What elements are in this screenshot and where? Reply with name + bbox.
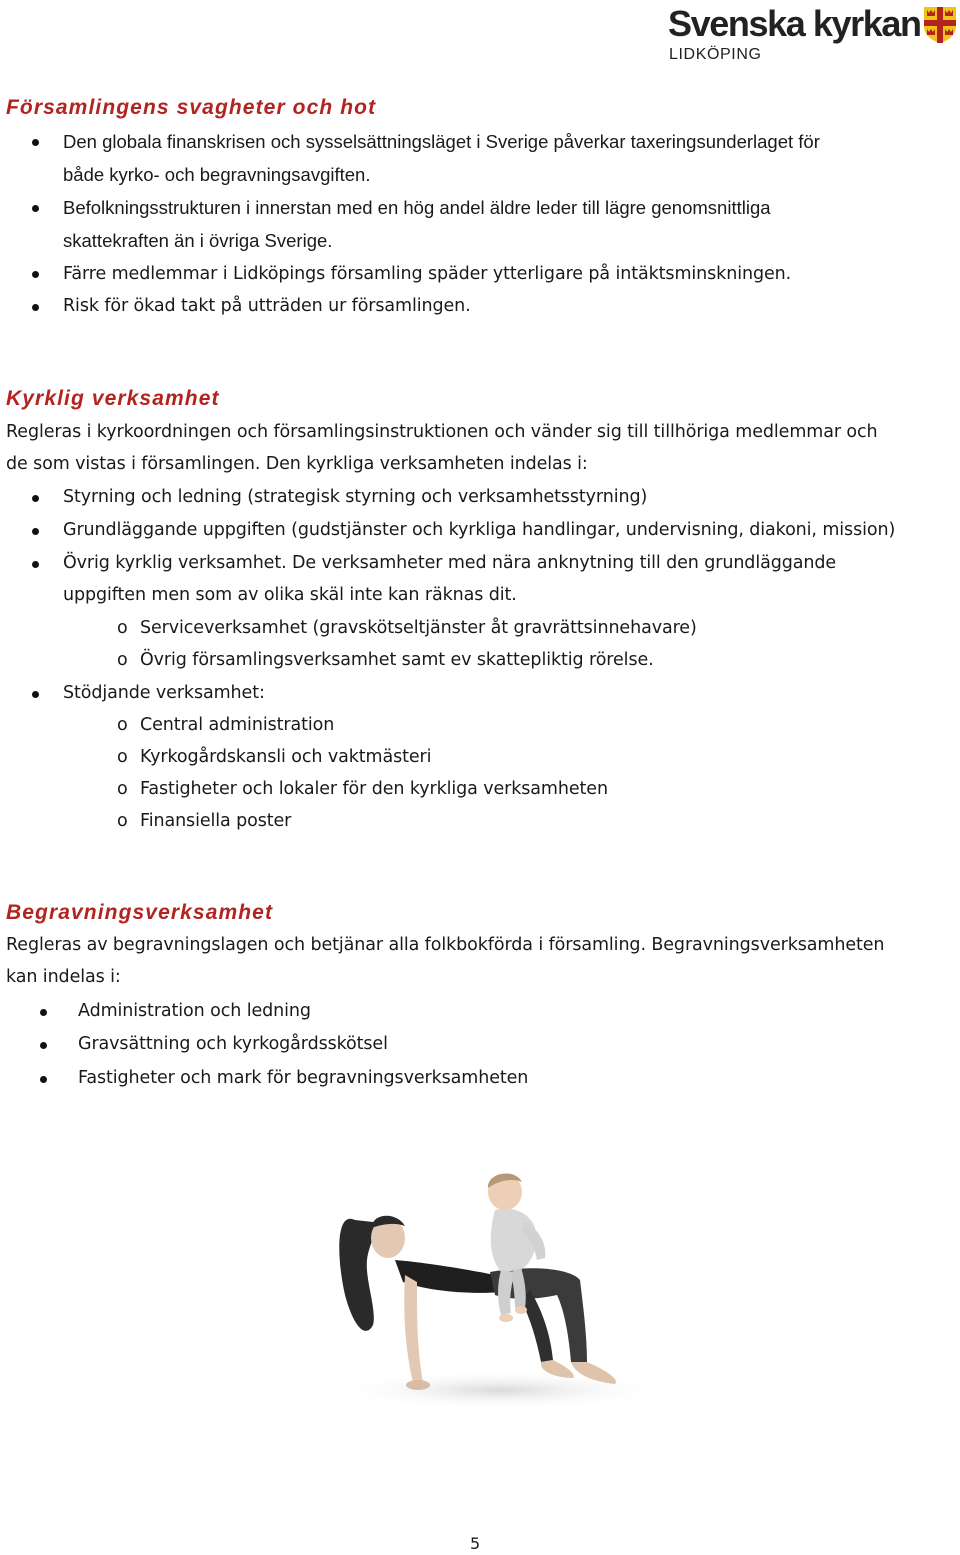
- brand-logo: [668, 2, 958, 72]
- bullet-icon: [40, 1009, 47, 1016]
- list-item-text: Risk för ökad takt på utträden ur församlingen.: [63, 296, 471, 316]
- circle-bullet-icon: o: [117, 650, 128, 670]
- sub-list-item-text: Central administration: [140, 715, 335, 735]
- section-heading-church-activity: Kyrklig verksamhet: [6, 387, 220, 410]
- bullet-icon: [32, 691, 39, 698]
- paragraph-line: kan indelas i:: [6, 967, 121, 987]
- church-crest-icon: [923, 6, 957, 44]
- sub-list-item-text: Serviceverksamhet (gravskötseltjänster åt gravrättsinnehavare): [140, 618, 697, 638]
- bullet-icon: [32, 528, 39, 535]
- paragraph-line: Regleras i kyrkoordningen och församlingsinstruktionen och vänder sig till tillhöriga medlemmar och: [6, 422, 878, 442]
- sub-list-item-text: Övrig församlingsverksamhet samt ev skattepliktig rörelse.: [140, 650, 654, 670]
- list-item-text: Styrning och ledning (strategisk styrning och verksamhetsstyrning): [63, 487, 648, 507]
- circle-bullet-icon: o: [117, 715, 128, 735]
- section-heading-weaknesses: Församlingens svagheter och hot: [6, 96, 377, 119]
- list-item-text: Administration och ledning: [78, 1001, 311, 1021]
- list-item-text: Stödjande verksamhet:: [63, 683, 265, 703]
- list-item-text: Fastigheter och mark för begravningsverksamheten: [78, 1068, 529, 1088]
- bullet-icon: [32, 304, 39, 311]
- section-heading-burial: Begravningsverksamhet: [6, 901, 274, 924]
- sub-list-item-text: Kyrkogårdskansli och vaktmästeri: [140, 747, 432, 767]
- paragraph-line: Regleras av begravningslagen och betjänar alla folkbokförda i församling. Begravningsverksamheten: [6, 935, 885, 955]
- paragraph-line: de som vistas i församlingen. Den kyrkliga verksamheten indelas i:: [6, 454, 588, 474]
- circle-bullet-icon: o: [117, 747, 128, 767]
- brand-subtitle: LIDKÖPING: [669, 46, 762, 63]
- list-item-text: Grundläggande uppgiften (gudstjänster och kyrkliga handlingar, undervisning, diakoni, mission): [63, 520, 896, 540]
- sub-list-item-text: Fastigheter och lokaler för den kyrkliga verksamheten: [140, 779, 608, 799]
- list-item-text: uppgiften men som av olika skäl inte kan räknas dit.: [63, 585, 517, 605]
- bullet-icon: [40, 1042, 47, 1049]
- list-item-text: Gravsättning och kyrkogårdsskötsel: [78, 1034, 388, 1054]
- list-item-text: Den globala finanskrisen och sysselsättningsläget i Sverige påverkar taxeringsunderlaget för: [63, 131, 820, 152]
- brand-name: Svenska kyrkan: [668, 3, 921, 44]
- bullet-icon: [32, 495, 39, 502]
- circle-bullet-icon: o: [117, 811, 128, 831]
- burial-intro: [6, 929, 951, 993]
- list-item-text: både kyrko- och begravningsavgiften.: [63, 164, 371, 185]
- circle-bullet-icon: o: [117, 779, 128, 799]
- bullet-icon: [32, 205, 39, 212]
- list-item-text: skattekraften än i övriga Sverige.: [63, 230, 333, 251]
- page-number: 5: [470, 1534, 481, 1553]
- list-item-text: Övrig kyrklig verksamhet. De verksamheter med nära anknytning till den grundläggande: [63, 553, 837, 573]
- bullet-icon: [40, 1076, 47, 1083]
- circle-bullet-icon: o: [117, 618, 128, 638]
- bullet-icon: [32, 271, 39, 278]
- bullet-icon: [32, 561, 39, 568]
- list-item-text: Befolkningsstrukturen i innerstan med en hög andel äldre leder till lägre genomsnittliga: [63, 197, 771, 218]
- mother-child-photo: [325, 1150, 670, 1420]
- church-activity-intro: [6, 416, 951, 480]
- list-item-text: Färre medlemmar i Lidköpings församling späder ytterligare på intäktsminskningen.: [63, 264, 792, 284]
- bullet-icon: [32, 139, 39, 146]
- sub-list-item-text: Finansiella poster: [140, 811, 292, 831]
